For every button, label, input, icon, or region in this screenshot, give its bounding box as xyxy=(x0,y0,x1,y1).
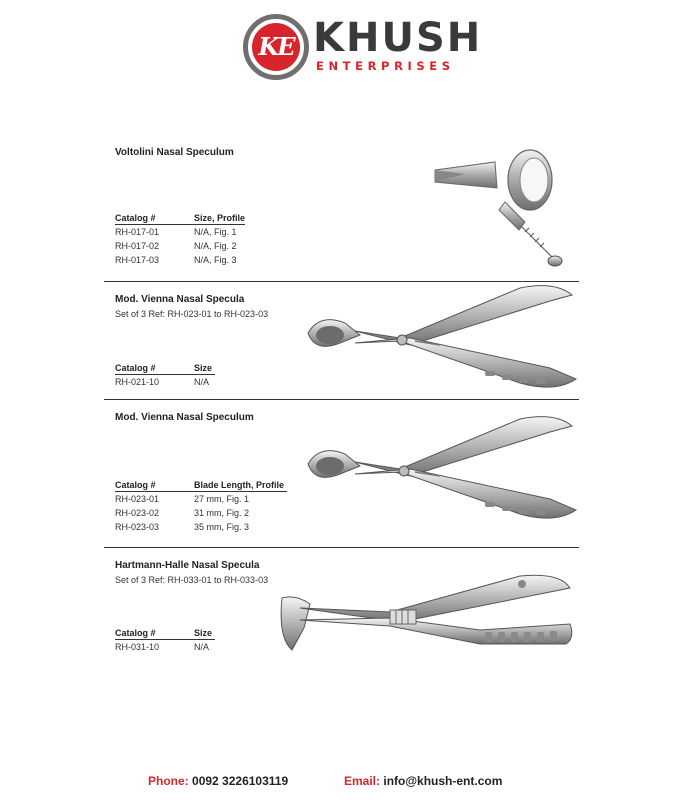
table-header xyxy=(115,479,287,492)
size-value: N/A, Fig. 1 xyxy=(194,227,237,237)
brand-subtitle: ENTERPRISES xyxy=(316,59,455,73)
size-value: 27 mm, Fig. 1 xyxy=(194,494,250,504)
email-contact[interactable] xyxy=(344,774,502,788)
phone-number[interactable]: 0092 3226103119 xyxy=(192,774,289,788)
column-header-blade-length: Blade Length, Profile xyxy=(194,480,285,490)
catalog-number: RH-017-02 xyxy=(115,241,160,251)
phone-label: Phone: xyxy=(148,774,189,788)
table-row xyxy=(115,253,245,267)
vienna-specula-image xyxy=(300,283,580,398)
table-row xyxy=(115,375,215,389)
column-header-catalog: Catalog # xyxy=(115,213,156,223)
table-row xyxy=(115,225,245,239)
size-value: N/A, Fig. 3 xyxy=(194,255,237,265)
catalog-number: RH-017-01 xyxy=(115,227,160,237)
catalog-table xyxy=(115,212,245,267)
table-row xyxy=(115,520,287,534)
product-title: Mod. Vienna Nasal Speculum xyxy=(115,412,254,423)
table-header xyxy=(115,627,215,640)
column-header-catalog: Catalog # xyxy=(115,628,156,638)
product-title: Mod. Vienna Nasal Specula xyxy=(115,294,245,305)
catalog-number: RH-021-10 xyxy=(115,377,160,387)
column-header-size: Size, Profile xyxy=(194,213,246,223)
table-row xyxy=(115,492,287,506)
size-value: N/A xyxy=(194,642,210,652)
column-header-catalog: Catalog # xyxy=(115,480,156,490)
table-row xyxy=(115,640,215,654)
section-divider xyxy=(104,547,579,548)
brand-logo-icon xyxy=(243,14,309,80)
section-divider xyxy=(104,281,579,282)
brand-name: KHUSH xyxy=(313,15,483,61)
size-value: N/A xyxy=(194,377,210,387)
logo-mark: KE xyxy=(252,23,300,71)
table-header xyxy=(115,362,215,375)
header xyxy=(0,0,689,90)
catalog-number: RH-031-10 xyxy=(115,642,160,652)
column-header-size: Size xyxy=(194,628,213,638)
phone-contact[interactable] xyxy=(148,774,288,788)
catalog-number: RH-017-03 xyxy=(115,255,160,265)
product-subtitle: Set of 3 Ref: RH-033-01 to RH-033-03 xyxy=(115,575,269,585)
hartmann-halle-specula-image xyxy=(270,568,580,670)
email-label: Email: xyxy=(344,774,381,788)
size-value: 31 mm, Fig. 2 xyxy=(194,508,250,518)
catalog-number: RH-023-02 xyxy=(115,508,160,518)
voltolini-speculum-image xyxy=(425,140,565,275)
column-header-size: Size xyxy=(194,363,213,373)
email-address[interactable]: info@khush-ent.com xyxy=(383,774,503,788)
vienna-speculum-image xyxy=(300,412,580,532)
table-row xyxy=(115,506,287,520)
catalog-number: RH-023-03 xyxy=(115,522,160,532)
product-title: Voltolini Nasal Speculum xyxy=(115,147,234,158)
catalog-table xyxy=(115,362,215,389)
section-divider xyxy=(104,399,579,400)
product-title: Hartmann-Halle Nasal Specula xyxy=(115,560,260,571)
catalog-table xyxy=(115,479,287,534)
size-value: 35 mm, Fig. 3 xyxy=(194,522,250,532)
column-header-catalog: Catalog # xyxy=(115,363,156,373)
catalog-number: RH-023-01 xyxy=(115,494,160,504)
catalog-table xyxy=(115,627,215,654)
footer xyxy=(0,774,689,792)
product-subtitle: Set of 3 Ref: RH-023-01 to RH-023-03 xyxy=(115,309,269,319)
table-row xyxy=(115,239,245,253)
table-header xyxy=(115,212,245,225)
size-value: N/A, Fig. 2 xyxy=(194,241,237,251)
